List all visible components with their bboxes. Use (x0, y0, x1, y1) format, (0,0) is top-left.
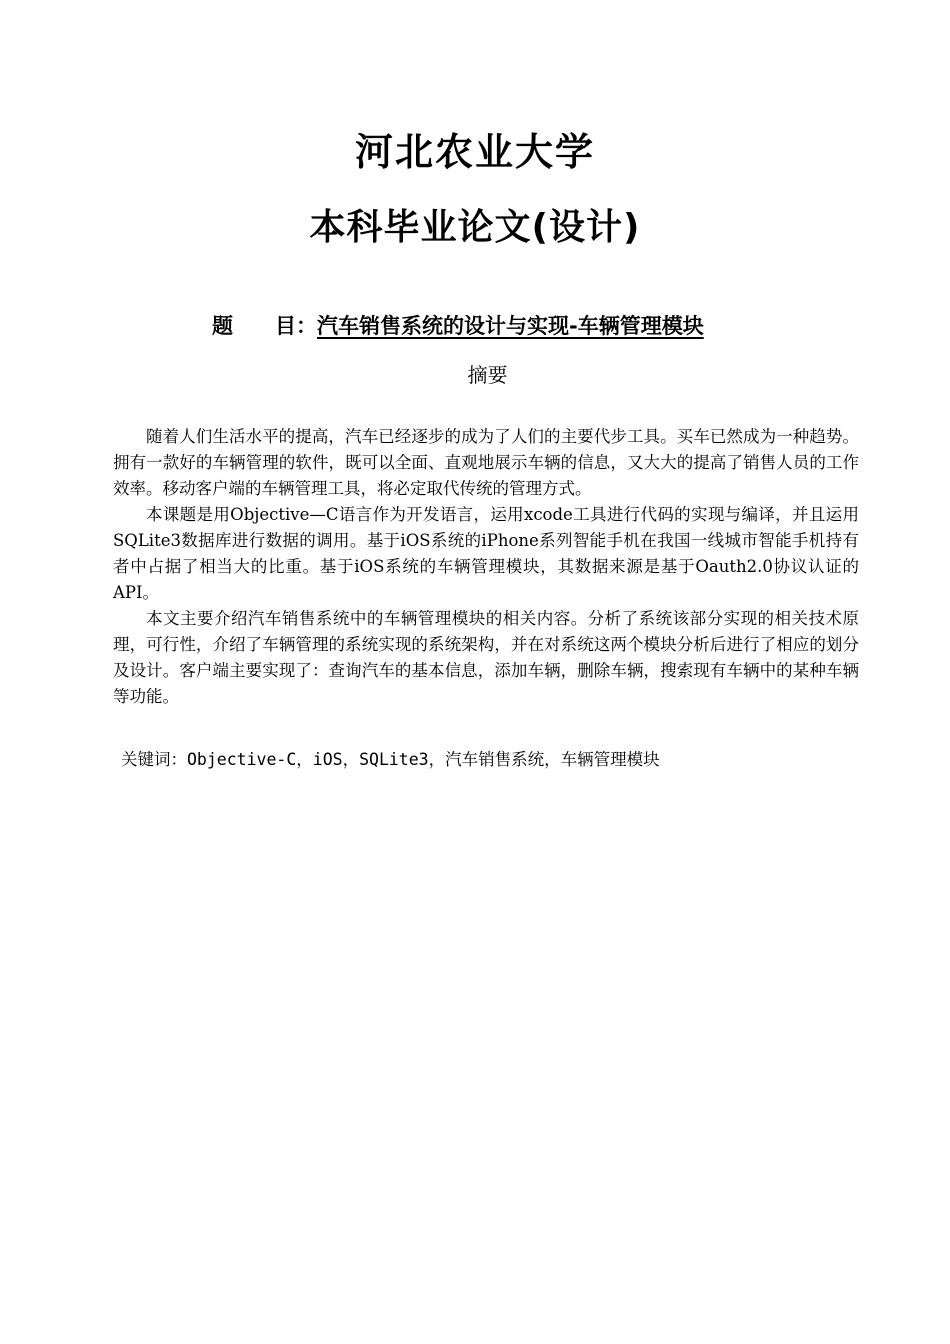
abstract-paragraph: 本文主要介绍汽车销售系统中的车辆管理模块的相关内容。分析了系统该部分实现的相关技术原理，可行性，介绍了车辆管理的系统实现的系统架构，并在对系统这两个模块分析后进行了相应的划分及设计。客户端主要实现了：查询汽车的基本信息，添加车辆，删除车辆，搜索现有车辆中的某种车辆等功能。 (113, 609, 859, 706)
topic-label: 题 目： (212, 314, 317, 338)
topic-line (212, 310, 832, 342)
thesis-type-title: 本科毕业论文(设计) (309, 207, 641, 248)
abstract-paragraph: 随着人们生活水平的提高，汽车已经逐步的成为了人们的主要代步工具。买车已然成为一种趋势。拥有一款好的车辆管理的软件，既可以全面、直观地展示车辆的信息，又大大的提高了销售人员的工作效率。移动客户端的车辆管理工具，将必定取代传统的管理方式。 (113, 427, 859, 498)
abstract-heading: 摘要 (467, 363, 508, 387)
topic-title: 汽车销售系统的设计与实现-车辆管理模块 (317, 314, 704, 338)
abstract-paragraph: 本课题是用Objective—C语言作为开发语言，运用xcode工具进行代码的实现与编译，并且运用SQLite3数据库进行数据的调用。基于iOS系统的iPhone系列智能手机在我国一线城市智能手机持有者中占据了相当大的比重。基于iOS系统的车辆管理模块，其数据来源是基于Oauth2.0协议认证的API。 (113, 505, 859, 602)
abstract-body (113, 424, 859, 710)
university-title: 河北农业大学 (354, 130, 595, 174)
keywords-line: 关键词：Objective-C，iOS，SQLite3，汽车销售系统，车辆管理模块 (121, 750, 660, 769)
